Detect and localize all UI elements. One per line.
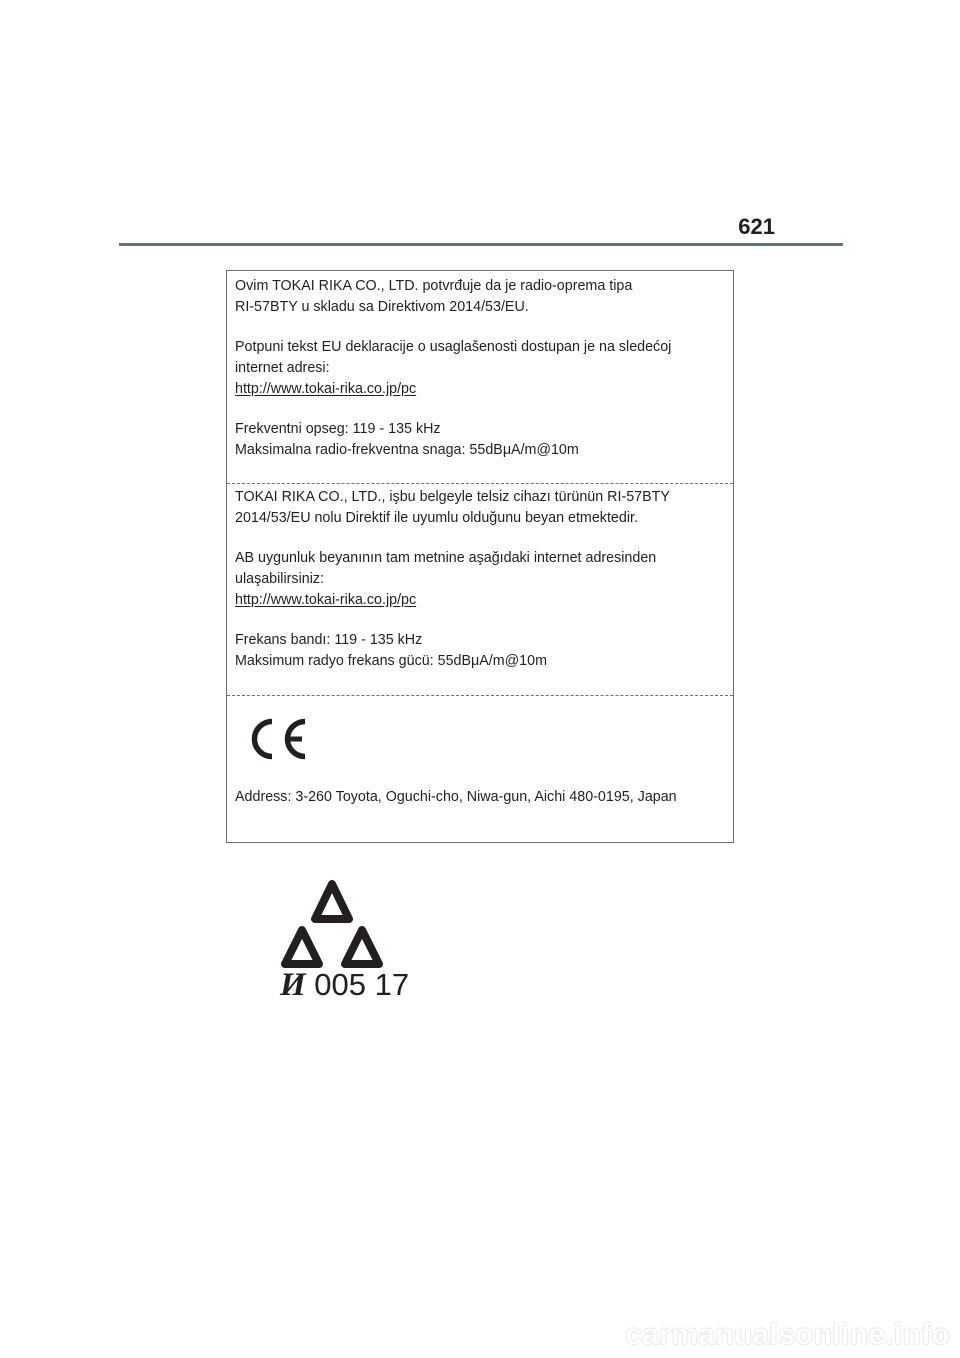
certification-box xyxy=(226,270,734,843)
turkish-line-3: AB uygunluk beyanının tam metnine aşağıdaki internet adresinden xyxy=(235,550,657,566)
turkish-line-2: 2014/53/EU nolu Direktif ile uyumlu olduğunu beyan etmektedir. xyxy=(235,510,638,526)
turkish-power: Maksimum radyo frekans gücü: 55dBμA/m@10m xyxy=(235,653,547,669)
page-number: 621 xyxy=(738,214,775,239)
recycling-triangles-icon xyxy=(276,878,388,968)
turkish-line-4: ulaşabilirsiniz: xyxy=(235,571,324,587)
certification-code xyxy=(280,966,409,1004)
serbian-line-1: Ovim TOKAI RIKA CO., LTD. potvrđuje da je radio-oprema tipa xyxy=(235,278,633,294)
watermark: carmanualsonline.info xyxy=(625,1318,950,1351)
turkish-line-1: TOKAI RIKA CO., LTD., işbu belgeyle telsiz cihazı türünün RI-57BTY xyxy=(235,489,670,505)
certification-letter: И xyxy=(280,967,306,1003)
serbian-power: Maksimalna radio-frekventna snaga: 55dBμA/m@10m xyxy=(235,442,579,458)
section-divider xyxy=(227,695,733,696)
serbian-line-4: internet adresi: xyxy=(235,360,330,376)
turkish-declaration-link[interactable]: http://www.tokai-rika.co.jp/pc xyxy=(235,592,417,608)
manufacturer-address: Address: 3-260 Toyota, Oguchi-cho, Niwa-gun, Aichi 480-0195, Japan xyxy=(235,789,677,805)
serbian-frequency: Frekventni opseg: 119 - 135 kHz xyxy=(235,421,441,437)
serbian-line-3: Potpuni tekst EU deklaracije o usaglašenosti dostupan je na sledećoj xyxy=(235,339,672,355)
turkish-frequency: Frekans bandı: 119 - 135 kHz xyxy=(235,632,423,648)
certification-number: 005 17 xyxy=(305,967,410,1002)
header-rule xyxy=(119,243,843,246)
serbian-declaration-link[interactable]: http://www.tokai-rika.co.jp/pc xyxy=(235,381,417,397)
ce-mark-icon xyxy=(245,715,311,763)
turkish-declaration xyxy=(227,487,733,672)
serbian-line-2: RI-57BTY u skladu sa Direktivom 2014/53/EU. xyxy=(235,299,529,315)
section-divider xyxy=(227,483,733,484)
serbian-declaration xyxy=(227,276,733,461)
